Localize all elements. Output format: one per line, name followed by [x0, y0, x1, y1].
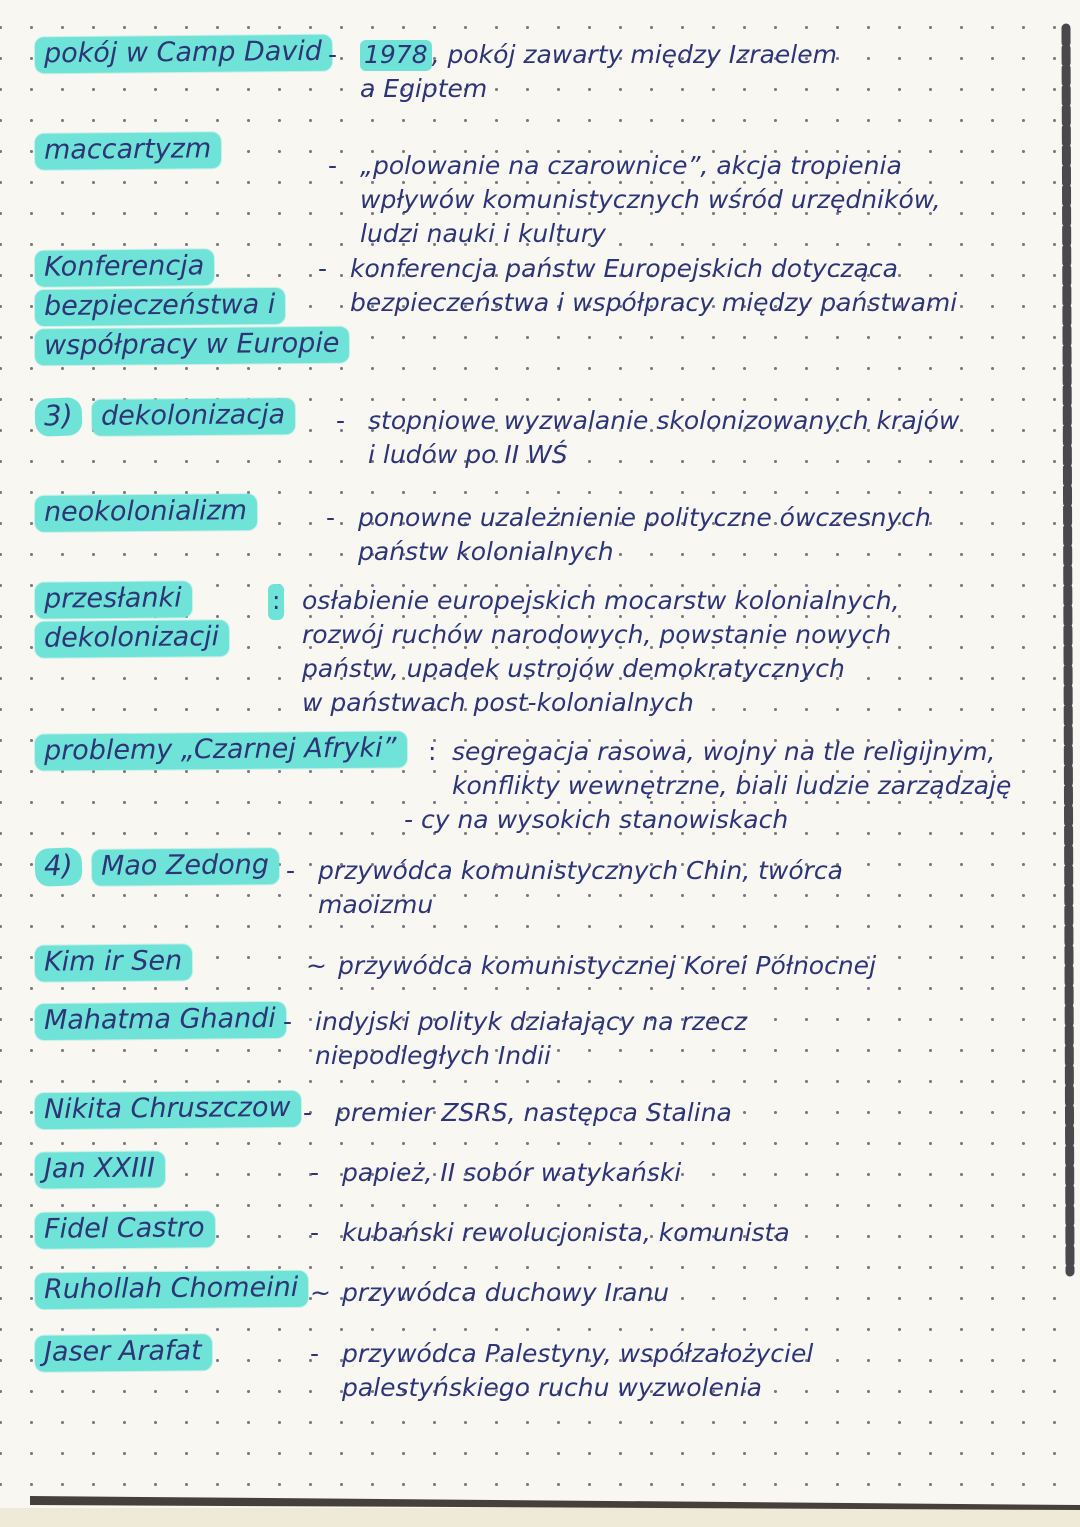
- definition-line: państw kolonialnych: [358, 537, 614, 566]
- term-column: [35, 133, 221, 169]
- term-highlight: Nikita Chruszczow: [35, 1091, 301, 1129]
- definition-line: przywódca Palestyny, współzałożyciel: [342, 1339, 814, 1368]
- definition-line: w państwach post-kolonialnych: [302, 688, 694, 717]
- separator-dash: -: [283, 1007, 293, 1036]
- term-highlight: dekolonizacja: [92, 398, 295, 436]
- term-column: [35, 1003, 286, 1039]
- definition-column: [336, 404, 960, 472]
- definition-column: [310, 1337, 814, 1405]
- separator-dash: -: [310, 1339, 320, 1368]
- entry-number: 3): [34, 397, 82, 437]
- definition-line: państw, upadek ustrojów demokratycznych: [302, 654, 845, 683]
- term-column: [35, 495, 257, 531]
- definition-column: [310, 1216, 790, 1250]
- definition-column: [318, 252, 958, 320]
- separator-colon: :: [428, 737, 437, 766]
- term-highlight: Ruhollah Chomeini: [35, 1271, 309, 1309]
- separator-tilde: ~: [310, 1278, 331, 1307]
- term-highlight: współpracy w Europie: [35, 327, 350, 366]
- term-highlight: maccartyzm: [35, 132, 222, 170]
- separator-dash: -: [326, 503, 336, 532]
- separator-dash: -: [310, 1158, 320, 1187]
- definition-column: [303, 1096, 732, 1130]
- separator-dash: -: [303, 1098, 313, 1127]
- torn-spiral-edge: [1066, 28, 1070, 1272]
- separator-dash: -: [318, 254, 328, 283]
- term-column: [35, 848, 279, 886]
- definition-column: [286, 854, 843, 922]
- separator-dash: -: [336, 406, 346, 435]
- separator-dash: -: [286, 856, 296, 885]
- term-highlight: przesłanki: [35, 581, 192, 618]
- term-column: [35, 945, 192, 981]
- term-highlight: Konferencja: [35, 249, 215, 287]
- term-column: [35, 1152, 165, 1188]
- entry-number: 4): [34, 847, 82, 887]
- definition-line: konflikty wewnętrzne, biali ludzie zarządzaję: [452, 771, 1012, 800]
- definition-line: premier ZSRS, następca Stalina: [335, 1098, 732, 1127]
- definition-line: [360, 38, 837, 72]
- definition-line: „polowanie na czarownice”, akcja tropienia: [360, 151, 902, 180]
- definition-line: i ludów po II WŚ: [368, 440, 568, 469]
- definition-line: ludzi nauki i kultury: [360, 219, 606, 248]
- definition-line: kubański rewolucjonista, komunista: [342, 1218, 790, 1247]
- separator-dash: -: [310, 1218, 320, 1247]
- term-column: [35, 398, 295, 436]
- definition-line: stopniowe wyzwalanie skolonizowanych krajów: [368, 406, 960, 435]
- definition-column: [310, 1276, 670, 1310]
- term-highlight: bezpieczeństwa i: [35, 288, 286, 326]
- definition-line: segregacja rasowa, wojny na tle religijnym,: [452, 737, 996, 766]
- term-column: [35, 582, 229, 657]
- definition-line: konferencja państw Europejskich dotycząca: [350, 254, 898, 283]
- definition-line: wpływów komunistycznych wśród urzędników,: [360, 185, 941, 214]
- term-highlight: dekolonizacji: [35, 620, 229, 658]
- definition-line: przywódca komunistycznej Korei Północnej: [338, 951, 877, 980]
- definition-column: [404, 735, 1012, 837]
- term-highlight: Mahatma Ghandi: [35, 1002, 286, 1040]
- term-highlight: Mao Zedong: [92, 848, 279, 886]
- term-highlight: Jan XXIII: [35, 1151, 165, 1188]
- definition-line: papież, II sobór watykański: [342, 1158, 682, 1187]
- definition-line: osłabienie europejskich mocarstw kolonialnych,: [302, 586, 900, 615]
- term-highlight: neokolonializm: [35, 494, 257, 532]
- definition-column: [328, 149, 941, 251]
- term-highlight: pokój w Camp David: [35, 35, 332, 74]
- term-column: [35, 36, 332, 72]
- definition-column: [326, 501, 931, 569]
- term-highlight: Jaser Arafat: [35, 1334, 212, 1372]
- definition-column: [283, 1005, 748, 1073]
- term-highlight: Kim ir Sen: [35, 944, 192, 981]
- term-column: [35, 1092, 301, 1128]
- separator-colon: :: [268, 584, 284, 620]
- definition-column: [328, 38, 837, 106]
- definition-line: a Egiptem: [360, 74, 488, 103]
- definition-line: palestyńskiego ruchu wyzwolenia: [342, 1373, 762, 1402]
- term-highlight: problemy „Czarnej Afryki”: [35, 731, 407, 770]
- definition-line: ponowne uzależnienie polityczne ówczesnych: [358, 503, 931, 532]
- definition-line: niepodległych Indii: [315, 1041, 551, 1070]
- separator-tilde: ~: [306, 951, 327, 980]
- definition-line: rozwój ruchów narodowych, powstanie nowych: [302, 620, 892, 649]
- term-highlight: Fidel Castro: [35, 1211, 215, 1249]
- year-highlight: 1978: [360, 40, 432, 71]
- definition-line: przywódca komunistycznych Chin, twórca: [318, 856, 843, 885]
- bottom-strip: [0, 1508, 1080, 1527]
- term-column: [35, 733, 407, 769]
- definition-column: [272, 584, 900, 720]
- separator-dash: -: [328, 151, 338, 180]
- definition-text: , pokój zawarty między Izraelem: [431, 40, 837, 69]
- definition-line: indyjski polityk działający na rzecz: [315, 1007, 748, 1036]
- definition-column: [310, 1156, 682, 1190]
- definition-column: [306, 949, 877, 983]
- definition-line: bezpieczeństwa i współpracy między państwami: [350, 288, 958, 317]
- definition-line: - cy na wysokich stanowiskach: [404, 805, 789, 834]
- definition-line: przywódca duchowy Iranu: [342, 1278, 670, 1307]
- term-column: [35, 1212, 215, 1248]
- separator-dash: -: [328, 40, 338, 69]
- term-column: [35, 1335, 212, 1371]
- definition-line: maoizmu: [318, 890, 434, 919]
- page-bottom-edge: [30, 1496, 1080, 1510]
- term-column: [35, 1272, 308, 1308]
- term-column: [35, 250, 349, 364]
